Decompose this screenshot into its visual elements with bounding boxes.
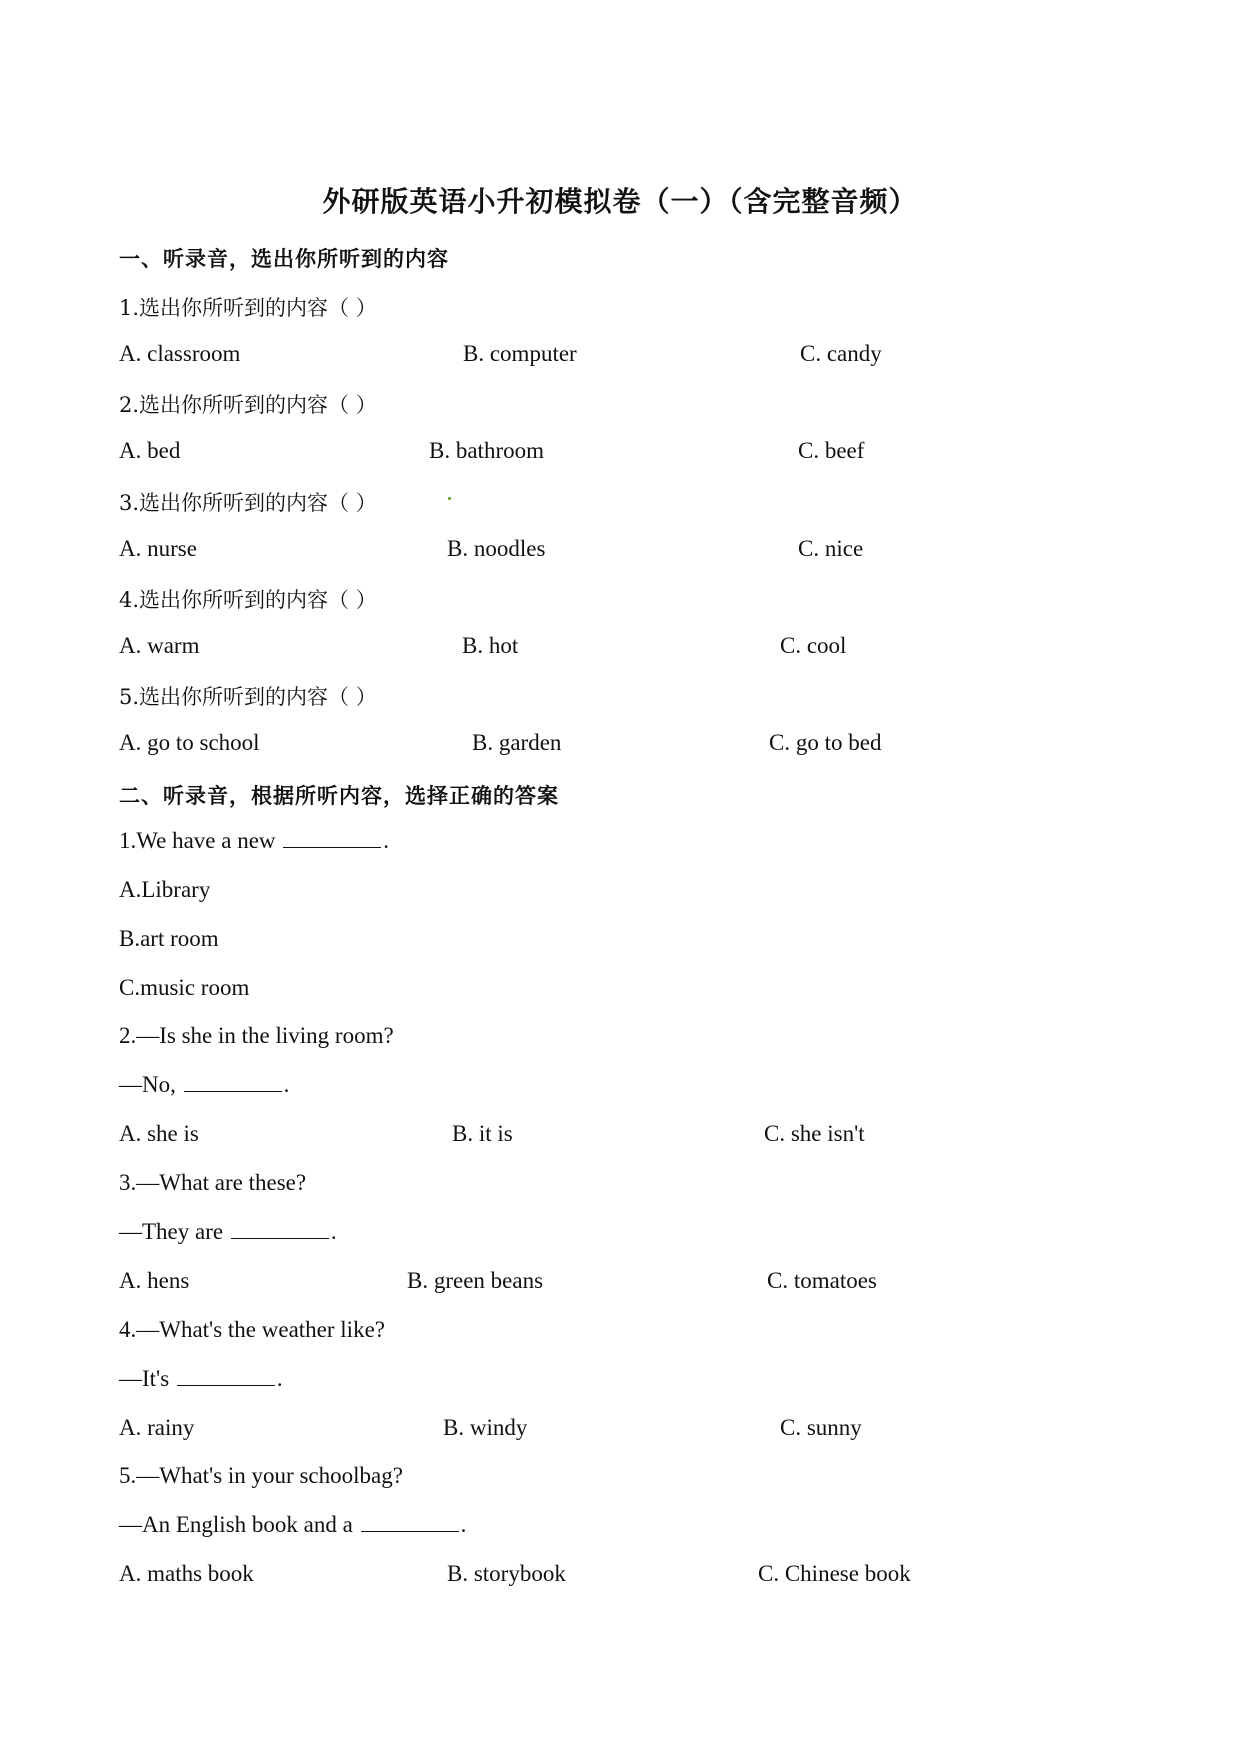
- s1-q1-option-c: C. candy: [800, 341, 882, 366]
- s2-q2-stem: 2.—Is she in the living room?: [119, 1023, 394, 1048]
- s2-q5-option-c: C. Chinese book: [758, 1561, 911, 1586]
- answer-blank: [184, 1073, 282, 1092]
- s2-q2-option-c: C. she isn't: [764, 1121, 865, 1146]
- s2-q4-option-b: B. windy: [443, 1415, 528, 1440]
- s2-q5-stem: 5.—What's in your schoolbag?: [119, 1463, 403, 1488]
- s1-q1-stem: 1.选出你所听到的内容（ ）: [119, 296, 377, 320]
- s2-q1-option-b: B.art room: [119, 926, 219, 951]
- s2-q3-option-b: B. green beans: [407, 1268, 544, 1293]
- s1-q2-stem: 2.选出你所听到的内容（ ）: [119, 393, 377, 417]
- s2-q1-stem-end: .: [383, 828, 390, 853]
- s1-q2-option-a: A. bed: [119, 438, 181, 463]
- answer-blank: [283, 829, 381, 848]
- s1-q3-option-b: B. noodles: [447, 536, 546, 561]
- s2-q2-reply-end: .: [283, 1072, 290, 1097]
- s2-q3-reply: [119, 1219, 337, 1245]
- s2-q5-reply-text: —An English book and a: [119, 1512, 353, 1537]
- s1-q4-option-a: A. warm: [119, 633, 200, 658]
- s1-q5-option-c: C. go to bed: [769, 730, 882, 755]
- s2-q5-reply: [119, 1512, 466, 1538]
- s2-q3-stem: 3.—What are these?: [119, 1170, 307, 1195]
- s1-q3-stem: 3.选出你所听到的内容（ ）: [119, 491, 377, 515]
- s1-q3-option-a: A. nurse: [119, 536, 197, 561]
- s2-q5-reply-end: .: [460, 1512, 467, 1537]
- s2-q4-option-c: C. sunny: [780, 1415, 862, 1440]
- s2-q1-option-c: C.music room: [119, 975, 250, 1000]
- s2-q1-option-a: A.Library: [119, 877, 211, 902]
- section-2-heading: 二、听录音，根据所听内容，选择正确的答案: [119, 784, 559, 808]
- s2-q4-stem: 4.—What's the weather like?: [119, 1317, 385, 1342]
- s2-q2-reply: [119, 1072, 289, 1098]
- s2-q2-reply-text: —No,: [119, 1072, 176, 1097]
- s1-q2-option-c: C. beef: [798, 438, 865, 463]
- s1-q5-stem: 5.选出你所听到的内容（ ）: [119, 685, 377, 709]
- answer-blank: [361, 1513, 459, 1532]
- s2-q4-reply-text: —It's: [119, 1366, 170, 1391]
- document-title: 外研版英语小升初模拟卷（一）（含完整音频）: [322, 185, 918, 218]
- s2-q4-option-a: A. rainy: [119, 1415, 195, 1440]
- s2-q2-option-a: A. she is: [119, 1121, 199, 1146]
- s2-q3-option-a: A. hens: [119, 1268, 190, 1293]
- s1-q5-option-a: A. go to school: [119, 730, 260, 755]
- s1-q1-option-a: A. classroom: [119, 341, 241, 366]
- s1-q2-option-b: B. bathroom: [429, 438, 544, 463]
- s2-q5-option-b: B. storybook: [447, 1561, 566, 1586]
- s2-q2-option-b: B. it is: [452, 1121, 513, 1146]
- s1-q4-stem: 4.选出你所听到的内容（ ）: [119, 588, 377, 612]
- s2-q3-reply-text: —They are: [119, 1219, 224, 1244]
- s2-q1-stem: [119, 828, 389, 854]
- answer-blank: [177, 1367, 275, 1386]
- s2-q3-option-c: C. tomatoes: [767, 1268, 877, 1293]
- s1-q4-option-b: B. hot: [462, 633, 519, 658]
- s1-q1-option-b: B. computer: [463, 341, 577, 366]
- green-mark: [448, 497, 451, 500]
- s2-q4-reply-end: .: [276, 1366, 283, 1391]
- s2-q3-reply-end: .: [330, 1219, 337, 1244]
- section-1-heading: 一、听录音，选出你所听到的内容: [119, 247, 449, 271]
- s1-q3-option-c: C. nice: [798, 536, 864, 561]
- s1-q5-option-b: B. garden: [472, 730, 562, 755]
- s2-q5-option-a: A. maths book: [119, 1561, 254, 1586]
- answer-blank: [231, 1220, 329, 1239]
- s2-q4-reply: [119, 1366, 283, 1392]
- s1-q4-option-c: C. cool: [780, 633, 847, 658]
- s2-q1-stem-text: 1.We have a new: [119, 828, 276, 853]
